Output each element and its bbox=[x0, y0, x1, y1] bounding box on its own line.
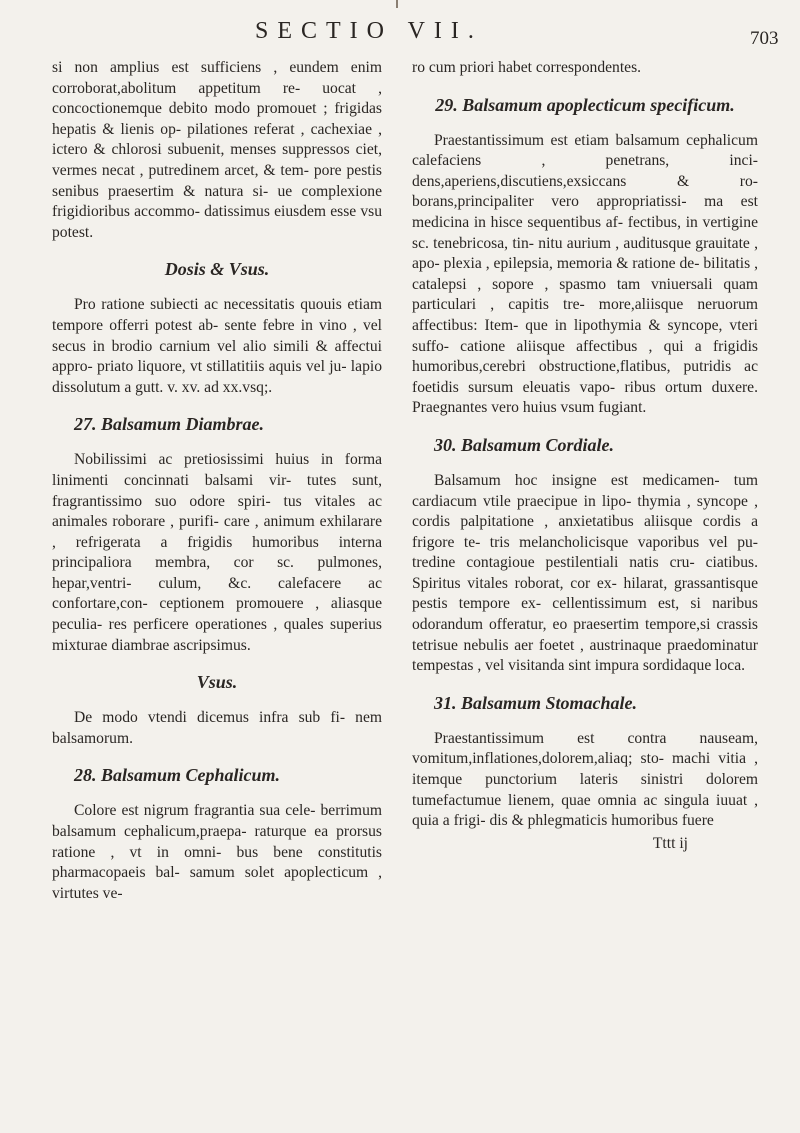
section-heading: Vsus. bbox=[196, 672, 238, 693]
section-heading: 27. Balsamum Diambrae. bbox=[74, 414, 265, 435]
paragraph: si non amplius est sufficiens , eundem enim corroborat,abolitum appetitum re- uocat , concoctionemque debito modo promouet ; frigidas hepatis & lienis op- pilationes referat , cachexiae , ictero & chlorosi subuenit, menses suppressos ciet, vermes necat , putredinem arcet, & tem- pore pestis senibus praesertim & natura si- ue complexione frigidioribus accommo- datissimus eiusdem esse vsu potest. bbox=[52, 59, 382, 241]
paragraph: ro cum priori habet correspondentes. bbox=[412, 59, 642, 76]
section-heading: 31. Balsamum Stomachale. bbox=[434, 692, 638, 713]
right-column bbox=[412, 58, 758, 854]
paragraph: De modo vtendi dicemus infra sub fi- nem balsamorum. bbox=[52, 709, 382, 747]
section-heading: Dosis & Vsus. bbox=[164, 259, 270, 280]
running-head bbox=[0, 18, 800, 48]
paragraph: Praestantissimum est contra nauseam, vomitum,inflationes,dolorem,aliaq; sto- machi vitia , itemque punctorium lateris sinistri dolorem tumefactumue lienem, quae omnia ac singula iuuat , quia a frigi- dis & phlegmaticis humoribus fuere bbox=[412, 729, 758, 830]
paragraph: Pro ratione subiecti ac necessitatis quouis etiam tempore offerri potest ab- sente febre in vino , vel secus in brodio carnium vel alio simili & affectui appro- priato liquore, vt stillatitiis aquis vel ju- lapio dissolutum a gutt. v. xv. ad xx.vsq;. bbox=[52, 296, 382, 396]
section-title: SECTIO VII. bbox=[255, 18, 483, 44]
section-heading: 28. Balsamum Cephalicum. bbox=[74, 765, 281, 786]
section-heading: 29. Balsamum apoplecticum specificum. bbox=[435, 94, 735, 115]
paragraph: Nobilissimi ac pretiosissimi huius in forma linimenti concinnati balsami vir- tutes sunt, fragrantissimo suo odore spiri- tus vitales ac animales roborare , purifi- care , animum exhilarare , refrigerata a frigidis humoribus interna principaliora membra, cor sc. pulmones, hepar,ventri- culum, &c. calefacere ac confortare,con- ceptionem promouere , aliasque peculia- res perficere operationes , quales superius mixturae diambrae ascripsimus. bbox=[52, 451, 382, 654]
left-column bbox=[52, 58, 382, 904]
page-number: 703 bbox=[750, 28, 779, 49]
paragraph: Colore est nigrum fragrantia sua cele- berrimum balsamum cephalicum,praepa- raturque ea prorsus ratione , vt in omni- bus bene constitutis pharmacopaeis bal- samum solet apoplecticum , virtutes ve- bbox=[52, 802, 382, 902]
paragraph: Balsamum hoc insigne est medicamen- tum cardiacum vtile praecipue in lipo- thymia , syncope , cordis palpitatione , anxietatibus aliisque cordis a frigore te- tris melancholicisque vaporibus vel pu- tredine contagioue pestilentiali natis cru- ciatibus. Spiritus vitales roborat, cor ex- hilarat, grassantisque pestis tempore ex- cellentissimum est, si naribus odorandum offeratur, eo praesertim tempore,si crassis tetrisue nebulis aer foetet , austrinaque praedominatur tempestas , vel visitanda sint impura sordidaque loca. bbox=[412, 471, 758, 675]
paragraph: Praestantissimum est etiam balsamum cephalicum calefaciens , penetrans, inci- dens,aperiens,discutiens,exsiccans & ro- borans,principaliter vero appropriatissi- ma est medicina in hisce sequentibus af- fectibus, in vertigine sc. tenebricosa, tin- nitu aurium , auditusque grauitate , apo- plexia , epilepsia, memoria & ratione de- bilitatis , catalepsi , sopore , spasmo tam vniuersali quam particulari , capitis tre- more,aliisque neruorum affectibus: Item- que in lipothymia & syncope, vteri suffo- catione aliisque affectibus , qui a frigidis humoribus,cerebri obstructione,flatibus, putridis ac foetidis sursum eleuatis vapo- ribus ortum duxere. Praegnantes vero huius vsum fugiant. bbox=[412, 131, 758, 417]
catchword: Tttt ij bbox=[652, 834, 688, 852]
section-heading: 30. Balsamum Cordiale. bbox=[434, 434, 615, 455]
ink-mark bbox=[396, 0, 398, 8]
